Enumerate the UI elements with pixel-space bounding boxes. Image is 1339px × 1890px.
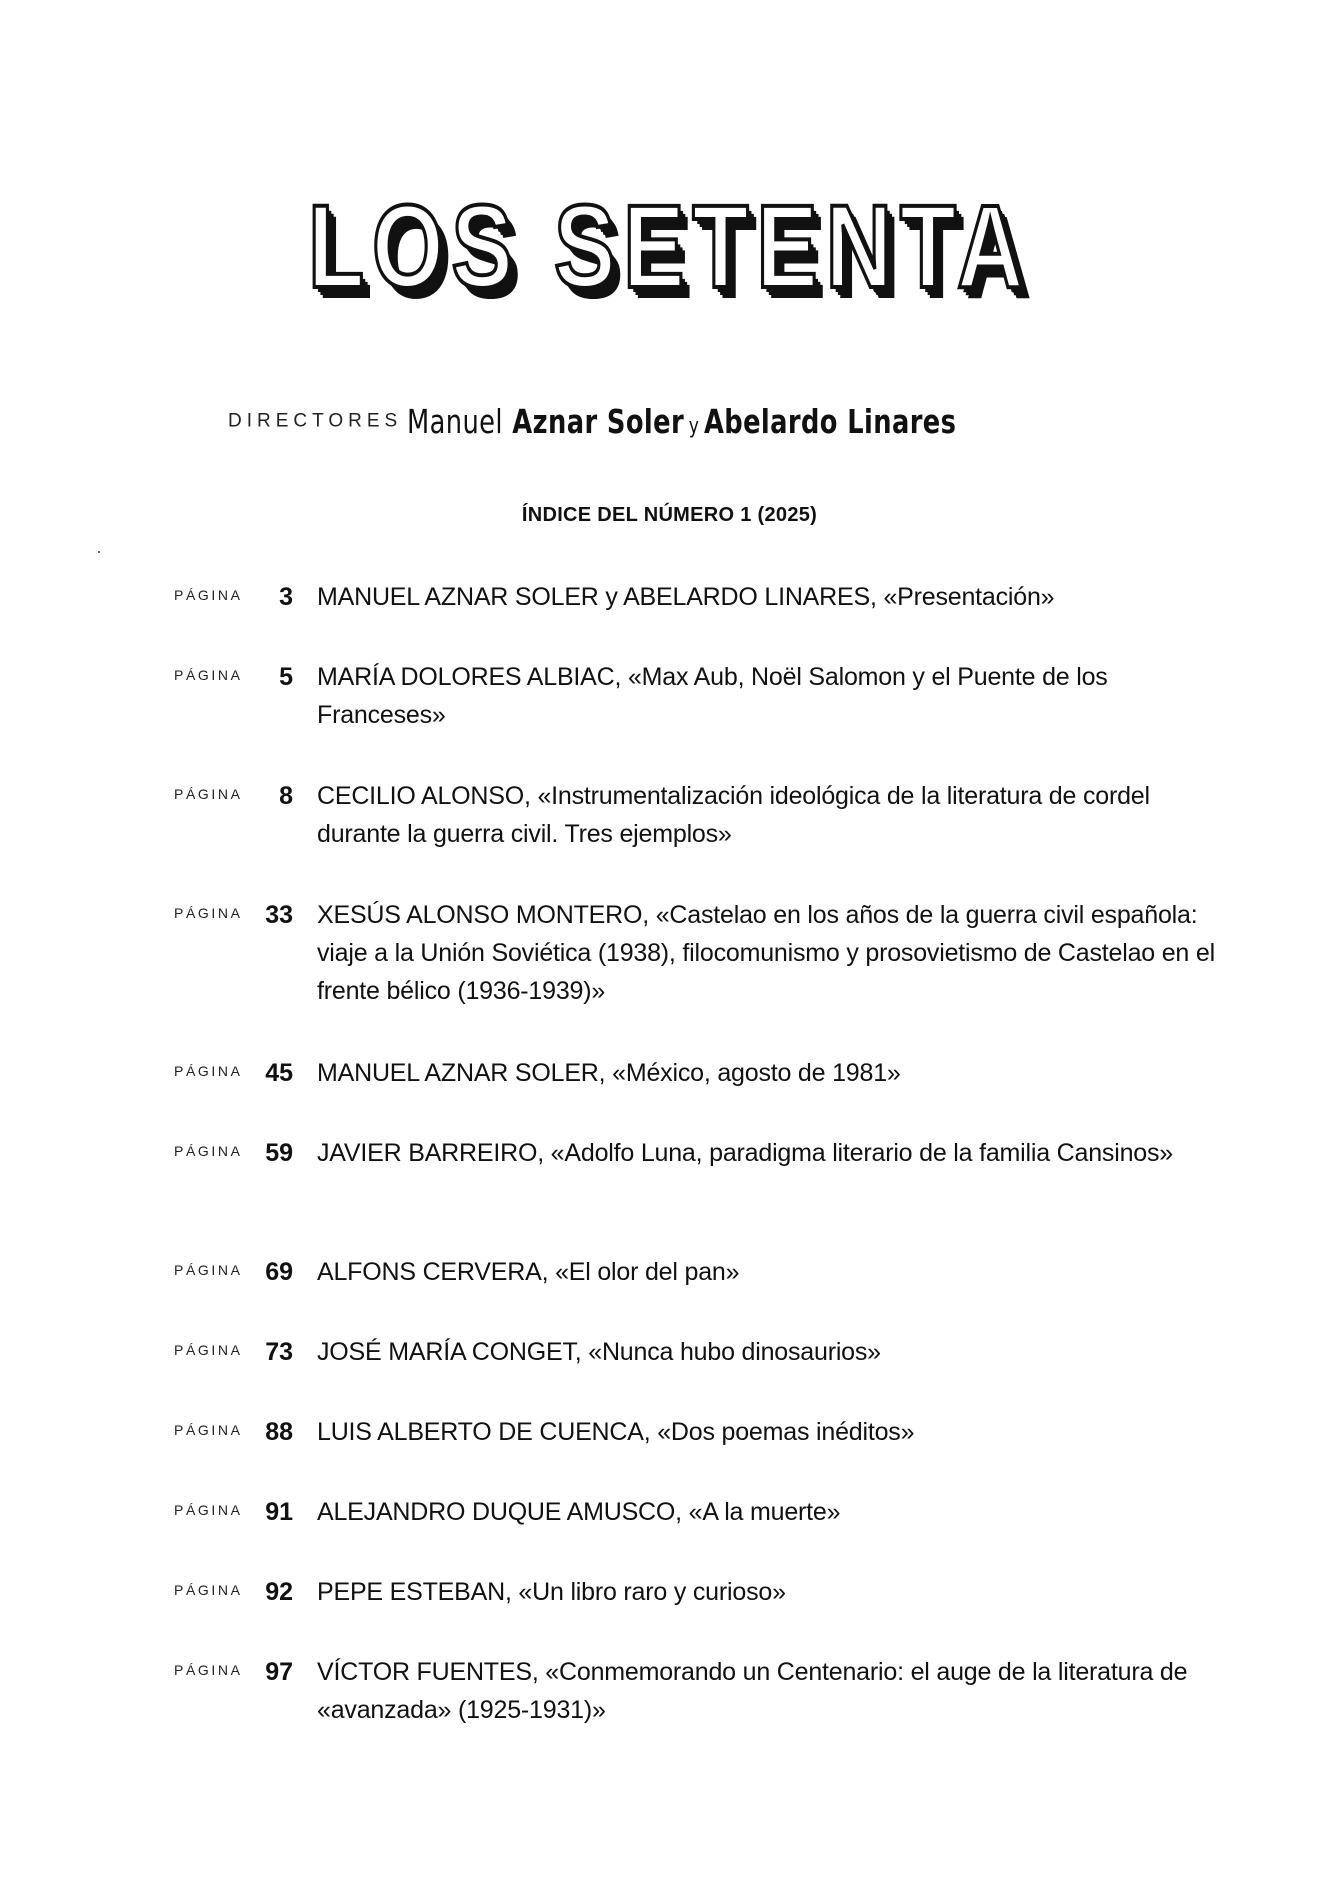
- page-label: PÁGINA: [174, 1342, 243, 1358]
- page-number: 97: [265, 1658, 293, 1686]
- page-number: 5: [279, 663, 293, 691]
- page-label: PÁGINA: [174, 1262, 243, 1278]
- entry-text: JAVIER BARREIRO, «Adolfo Luna, paradigma literario de la familia Cansinos»: [317, 1139, 1173, 1167]
- magazine-title: LOS SETENTA: [307, 181, 1032, 313]
- masthead: [0, 181, 1339, 313]
- page-number: 69: [265, 1258, 293, 1286]
- page-number: 88: [265, 1418, 293, 1446]
- directors-line: [0, 402, 1339, 441]
- entry-text: ALEJANDRO DUQUE AMUSCO, «A la muerte»: [317, 1498, 841, 1526]
- director-2-name: Abelardo Linares: [703, 402, 957, 441]
- page-label: PÁGINA: [174, 1502, 243, 1518]
- directors-conjunction: y: [688, 414, 699, 439]
- page-label: PÁGINA: [174, 786, 243, 802]
- entry-text: PEPE ESTEBAN, «Un libro raro y curioso»: [317, 1578, 786, 1606]
- page-number: 45: [265, 1059, 293, 1087]
- page-number: 92: [265, 1578, 293, 1606]
- page-label: PÁGINA: [174, 667, 243, 683]
- entry-text: MANUEL AZNAR SOLER y ABELARDO LINARES, «Presentación»: [317, 583, 1055, 611]
- page-label: PÁGINA: [174, 1422, 243, 1438]
- page-number: 59: [265, 1139, 293, 1167]
- entry-text: MANUEL AZNAR SOLER, «México, agosto de 1981»: [317, 1059, 901, 1087]
- entry-text: LUIS ALBERTO DE CUENCA, «Dos poemas inéditos»: [317, 1418, 915, 1446]
- page-number: 8: [279, 782, 293, 810]
- directors-label: DIRECTORES: [228, 410, 403, 432]
- page-label: PÁGINA: [174, 587, 243, 603]
- page-label: PÁGINA: [174, 1662, 243, 1678]
- page-label: PÁGINA: [174, 905, 243, 921]
- entry-text: XESÚS ALONSO MONTERO, «Castelao en los años de la guerra civil española: viaje a la Unión Soviética (1938), filocomunismo y prosovietismo de Castelao en el frente bélico (1936-1939)»: [317, 901, 1215, 1005]
- page-number: 3: [279, 583, 293, 611]
- page-label: PÁGINA: [174, 1143, 243, 1159]
- entry-text: VÍCTOR FUENTES, «Conmemorando un Centenario: el auge de la literatura de «avanzada» (1925-1931)»: [317, 1658, 1188, 1724]
- entry-text: JOSÉ MARÍA CONGET, «Nunca hubo dinosaurios»: [317, 1338, 881, 1366]
- page-label: PÁGINA: [174, 1063, 243, 1079]
- index-heading: ÍNDICE DEL NÚMERO 1 (2025): [521, 504, 818, 526]
- page-number: 91: [265, 1498, 293, 1526]
- entry-text: MARÍA DOLORES ALBIAC, «Max Aub, Noël Salomon y el Puente de los Franceses»: [317, 663, 1108, 729]
- entry-text: ALFONS CERVERA, «El olor del pan»: [317, 1258, 740, 1286]
- page-number: 33: [265, 901, 293, 929]
- entry-text: CECILIO ALONSO, «Instrumentalización ideológica de la literatura de cordel durante la guerra civil. Tres ejemplos»: [317, 782, 1150, 848]
- stray-dot: [98, 551, 100, 553]
- director-1-surname: Aznar Soler: [511, 402, 684, 441]
- directors-names: [407, 402, 956, 441]
- page-number: 73: [265, 1338, 293, 1366]
- director-1-first-name: Manuel: [406, 402, 503, 441]
- page-label: PÁGINA: [174, 1582, 243, 1598]
